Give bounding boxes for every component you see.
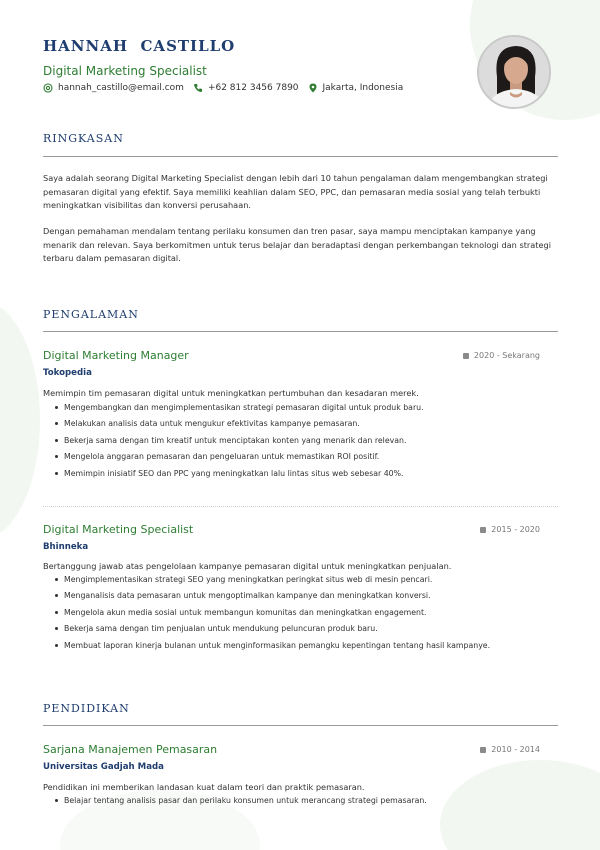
job-date-text: 2020 - Sekarang (473, 351, 540, 360)
candidate-role: Digital Marketing Specialist (43, 64, 207, 78)
summary-paragraph-1: Saya adalah seorang Digital Marketing Specialist dengan lebih dari 10 tahun pengalaman dalam mengembangkan strategi pemasaran digital yang efektif. Saya memiliki keahlian dalam SEO, PPC, dan pemasaran media sosial yang telah terbukti meningkatkan visibilitas dan konversi perusahaan. (43, 173, 548, 210)
job-title: Digital Marketing Manager (43, 349, 189, 362)
job-date (480, 525, 540, 534)
list-item: Bekerja sama dengan tim penjualan untuk mendukung peluncuran produk baru. (55, 623, 490, 639)
at-icon (43, 83, 53, 93)
education-date (480, 745, 540, 754)
decor-leaf-left (0, 300, 40, 540)
calendar-icon (480, 747, 486, 753)
job-bullet-list (55, 574, 490, 656)
job-date (463, 351, 540, 360)
decor-leaf-bottom-right (440, 760, 600, 850)
education-description: Pendidikan ini memberikan landasan kuat dalam teori dan praktik pemasaran. (43, 782, 365, 792)
list-item: Melakukan analisis data untuk mengukur efektivitas kampanye pemasaran. (55, 418, 424, 434)
location-pin-icon (308, 83, 318, 93)
phone-text: +62 812 3456 7890 (207, 83, 299, 93)
list-item: Membuat laporan kinerja bulanan untuk menginformasikan pemangku kepentingan tentang hasil kampanye. (55, 640, 490, 656)
section-title-education: PENDIDIKAN (43, 702, 130, 715)
section-divider (43, 156, 558, 157)
candidate-name: HANNAH CASTILLO (43, 37, 236, 55)
job-title: Digital Marketing Specialist (43, 523, 194, 536)
education-bullet-list (55, 795, 427, 811)
location-contact (308, 83, 404, 93)
job-description: Memimpin tim pemasaran digital untuk meningkatkan pertumbuhan dan kesadaran merek. (43, 388, 419, 398)
list-item: Memimpin inisiatif SEO dan PPC yang meningkatkan lalu lintas situs web sebesar 40%. (55, 468, 424, 484)
job-date-text: 2015 - 2020 (491, 525, 540, 534)
contact-info (43, 83, 403, 93)
list-item: Belajar tentang analisis pasar dan perilaku konsumen untuk merancang strategi pemasaran. (55, 795, 427, 811)
job-bullet-list (55, 402, 424, 484)
phone-icon (193, 83, 203, 93)
section-title-experience: PENGALAMAN (43, 308, 139, 321)
email-contact[interactable] (43, 83, 184, 93)
list-item: Menganalisis data pemasaran untuk mengoptimalkan kampanye dan meningkatkan konversi. (55, 590, 490, 606)
location-text: Jakarta, Indonesia (322, 83, 404, 93)
phone-contact[interactable] (193, 83, 299, 93)
calendar-icon (480, 527, 486, 533)
section-divider (43, 331, 558, 332)
list-item: Bekerja sama dengan tim kreatif untuk menciptakan konten yang menarik dan relevan. (55, 435, 424, 451)
section-title-summary: RINGKASAN (43, 132, 124, 145)
company-name: Tokopedia (43, 368, 92, 378)
summary-paragraph-2: Dengan pemahaman mendalam tentang perilaku konsumen dan tren pasar, saya mampu menciptakan kampanye yang menarik dan relevan. Saya berkomitmen untuk terus belajar dan beradaptasi dengan perkembangan teknologi dan strategi terbaru dalam pemasaran digital. (43, 226, 552, 263)
company-name: Bhinneka (43, 542, 89, 552)
profile-photo (477, 35, 551, 109)
list-item: Mengimplementasikan strategi SEO yang meningkatkan peringkat situs web di mesin pencari. (55, 574, 490, 590)
education-date-text: 2010 - 2014 (491, 745, 540, 754)
list-item: Mengembangkan dan mengimplementasikan strategi pemasaran digital untuk produk baru. (55, 402, 424, 418)
job-description: Bertanggung jawab atas pengelolaan kampanye pemasaran digital untuk meningkatkan penjualan. (43, 561, 452, 571)
email-text: hannah_castillo@email.com (58, 83, 184, 93)
section-divider (43, 725, 558, 726)
school-name: Universitas Gadjah Mada (43, 762, 164, 772)
list-item: Mengelola anggaran pemasaran dan pengeluaran untuk memastikan ROI positif. (55, 451, 424, 467)
list-item: Mengelola akun media sosial untuk membangun komunitas dan meningkatkan engagement. (55, 607, 490, 623)
entry-separator (43, 506, 558, 507)
calendar-icon (463, 353, 469, 359)
degree-title: Sarjana Manajemen Pemasaran (43, 743, 218, 756)
